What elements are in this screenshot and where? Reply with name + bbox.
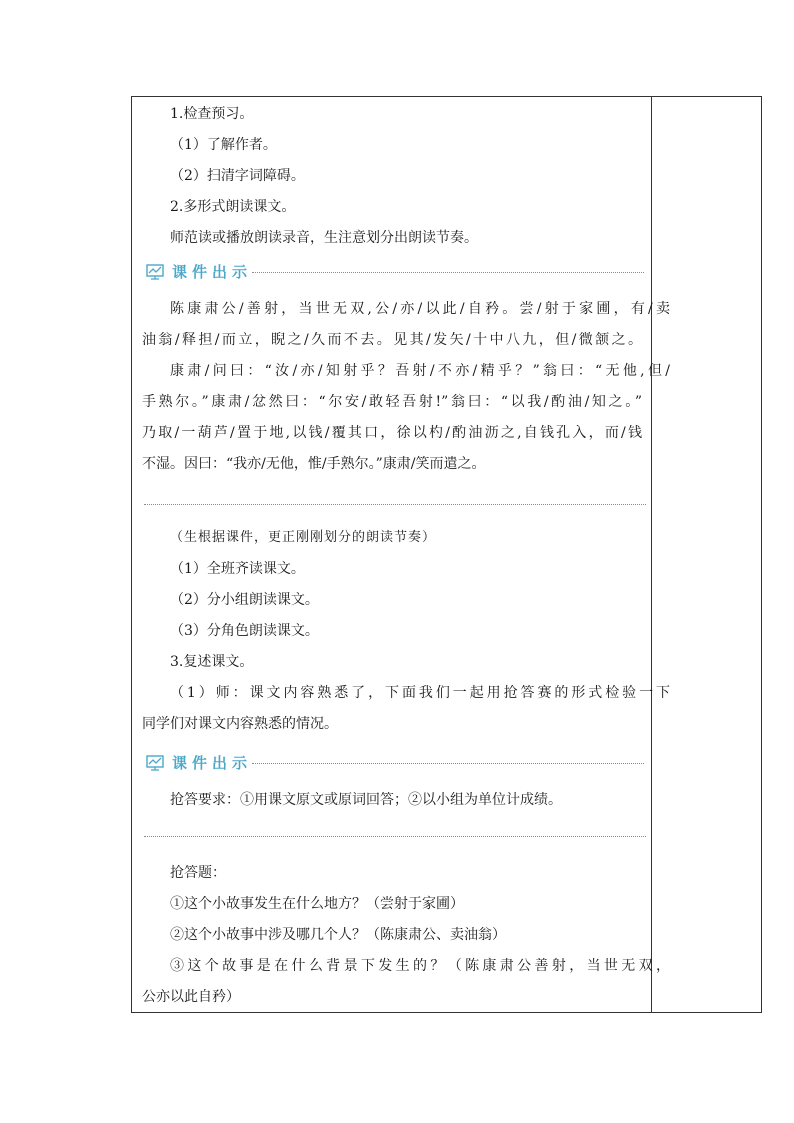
retell-instruction-line1: （1）师：课文内容熟悉了，下面我们一起用抢答赛的形式检验一下 (170, 685, 670, 701)
read-whole-class: （1）全班齐读课文。 (170, 561, 305, 577)
quiz-question-3-line1: ③这个故事是在什么背景下发生的？（陈康肃公善射，当世无双， (170, 958, 670, 974)
step-check-preview: 1.检查预习。 (170, 106, 254, 122)
presentation-board-icon (146, 264, 164, 280)
lesson-table-main-cell (131, 96, 670, 1013)
reading-instruction: 师范读或播放朗读录音，生注意划分出朗读节奏。 (170, 230, 478, 246)
courseware-banner-title: 课件出示 (172, 263, 253, 281)
step-reading: 2.多形式朗读课文。 (170, 199, 296, 215)
courseware-banner-2 (144, 751, 644, 775)
quiz-rules: 抢答要求：①用课文原文或原词回答；②以小组为单位计成绩。 (170, 792, 562, 808)
retell-instruction-line2: 同学们对课文内容熟悉的情况。 (142, 716, 338, 732)
text-para2-line3: 乃取/一葫芦/置于地,以钱/覆其口，徐以杓/酌油沥之,自钱孔入，而/钱 (142, 425, 642, 441)
quiz-title: 抢答题： (170, 865, 226, 881)
banner-dotted-rule (252, 763, 644, 764)
courseware-banner-1 (144, 260, 644, 284)
banner-dotted-rule (252, 272, 644, 273)
courseware-banner-title: 课件出示 (172, 754, 253, 772)
text-para2-line2: 手熟尔。”康肃/忿然曰：“尔安/敢轻吾射!”翁曰：“以我/酌油/知之。” (142, 394, 642, 410)
dotted-separator (144, 504, 646, 505)
quiz-question-1: ①这个小故事发生在什么地方？（尝射于家圃） (170, 896, 464, 912)
quiz-question-3-line2: 公亦以此自矜） (142, 989, 240, 1005)
text-para1-line2: 油翁/释担/而立，睨之/久而不去。见其/发矢/十中八九，但/微颔之。 (142, 332, 642, 348)
lesson-table-notes-cell (650, 96, 762, 1013)
text-para1-line1: 陈康肃公/善射，当世无双,公/亦/以此/自矜。尝/射于家圃，有/卖 (170, 301, 670, 317)
substep-author: （1）了解作者。 (170, 137, 277, 153)
presentation-board-icon (146, 755, 164, 771)
text-para2-line4: 不湿。因曰：“我亦/无他，惟/手熟尔。”康肃/笑而遣之。 (142, 456, 486, 472)
quiz-question-2: ②这个小故事中涉及哪几个人？（陈康肃公、卖油翁） (170, 927, 506, 943)
read-small-groups: （2）分小组朗读课文。 (170, 592, 319, 608)
substep-vocabulary: （2）扫清字词障碍。 (170, 168, 305, 184)
text-para2-line1: 康肃/问曰：“汝/亦/知射乎？吾射/不亦/精乎？”翁曰：“无他,但/ (170, 363, 670, 379)
read-roles: （3）分角色朗读课文。 (170, 623, 319, 639)
student-correction-note: （生根据课件，更正刚刚划分的朗读节奏） (170, 530, 437, 545)
step-retell: 3.复述课文。 (170, 654, 254, 670)
dotted-separator (144, 836, 646, 837)
